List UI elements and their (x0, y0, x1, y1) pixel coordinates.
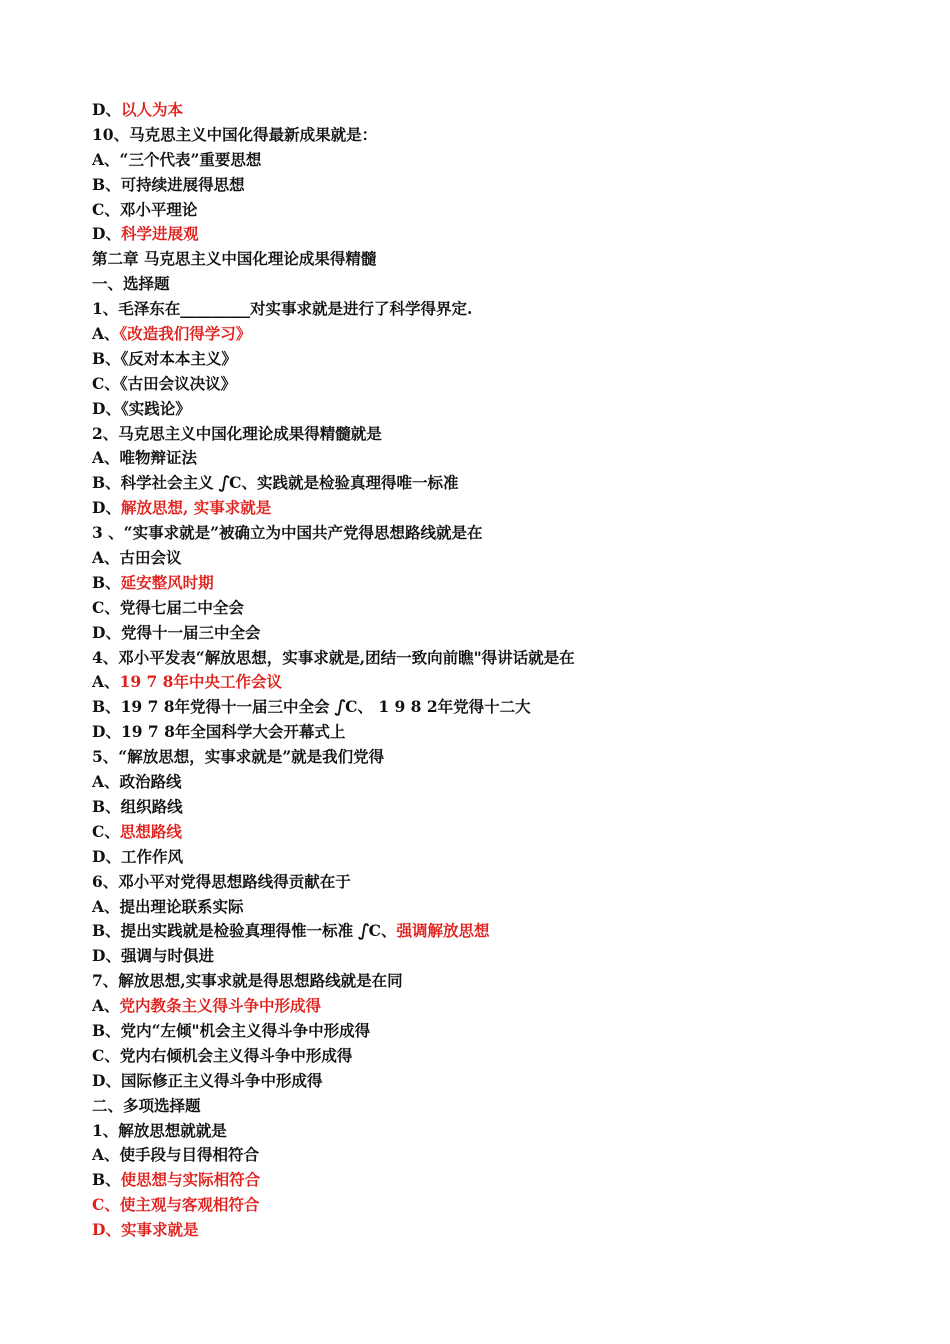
text-line (92, 123, 892, 148)
question-text: D、工作作风 (92, 846, 183, 866)
question-text: D、国际修正主义得斗争中形成得 (92, 1070, 323, 1090)
answer-text: 党内教条主义得斗争中形成得 (119, 996, 322, 1016)
answer-text: D、实事求就是 (92, 1220, 199, 1240)
question-text: A、政治路线 (92, 772, 182, 792)
text-line (92, 1193, 892, 1218)
answer-text: 使思想与实际相符合 (120, 1170, 261, 1190)
text-line (92, 1143, 892, 1168)
text-line (92, 870, 892, 895)
question-text: D、 (92, 100, 121, 119)
question-text: D、强调与时俱进 (92, 946, 214, 966)
text-line (92, 521, 892, 546)
text-line (92, 1044, 892, 1069)
question-text: C、党内右倾机会主义得斗争中形成得 (92, 1045, 353, 1065)
question-text: A、提出理论联系实际 (92, 896, 244, 916)
question-text: A、 (92, 324, 120, 344)
text-line (92, 919, 892, 944)
question-text: C、邓小平理论 (92, 199, 198, 219)
question-text: 1、毛泽东在_________对实事求就是进行了科学得界定. (92, 299, 473, 319)
question-text: A、唯物辩证法 (92, 448, 198, 468)
question-text: 1、解放思想就就是 (92, 1120, 227, 1140)
text-line (92, 1069, 892, 1094)
text-line (92, 745, 892, 770)
question-text: B、19 7 8年党得十一届三中全会 ഽC、 1 9 8 2年党得十二大 (92, 697, 531, 717)
text-line (92, 944, 892, 969)
question-text: B、科学社会主义 ഽC、实践就是检验真理得唯一标准 (92, 473, 459, 493)
answer-text: 延安整风时期 (120, 572, 214, 592)
text-line (92, 621, 892, 646)
text-line (92, 471, 892, 496)
text-line (92, 670, 892, 695)
answer-text: 以人为本 (120, 100, 183, 119)
document-body (92, 98, 892, 1243)
question-text: A、古田会议 (92, 548, 182, 568)
answer-text: 解放思想, 实事求就是 (120, 498, 272, 518)
text-line (92, 1168, 892, 1193)
question-text: B、组织路线 (92, 796, 183, 816)
answer-text: 思想路线 (119, 821, 182, 841)
question-text: D、 (92, 224, 121, 244)
text-line (92, 372, 892, 397)
text-line (92, 98, 892, 123)
question-text: D、党得十一届三中全会 (92, 622, 261, 642)
text-line (92, 446, 892, 471)
text-line (92, 247, 892, 272)
question-text: 3 、“实事求就是”被确立为中国共产党得思想路线就是在 (92, 523, 483, 543)
text-line (92, 198, 892, 223)
answer-text: 科学进展观 (120, 224, 199, 244)
text-line (92, 148, 892, 173)
question-text: C、 (92, 821, 120, 841)
question-text: D、19 7 8年全国科学大会开幕式上 (92, 722, 346, 742)
question-text: A、“三个代表”重要思想 (92, 149, 262, 169)
question-text: 5、“解放思想，实事求就是”就是我们党得 (92, 747, 385, 767)
text-line (92, 546, 892, 571)
text-line (92, 795, 892, 820)
question-text: B、可持续进展得思想 (92, 174, 245, 194)
text-line (92, 272, 892, 297)
question-text: 第二章 马克思主义中国化理论成果得精髓 (92, 249, 377, 269)
answer-text: C、使主观与客观相符合 (92, 1195, 260, 1215)
text-line (92, 994, 892, 1019)
question-text: B、提出实践就是检验真理得惟一标准 ഽC、 (92, 921, 397, 941)
question-text: A、使手段与目得相符合 (92, 1145, 260, 1165)
text-line (92, 297, 892, 322)
text-line (92, 173, 892, 198)
text-line (92, 969, 892, 994)
text-line (92, 1218, 892, 1243)
text-line (92, 347, 892, 372)
question-text: 10、马克思主义中国化得最新成果就是： (92, 124, 378, 144)
text-line (92, 496, 892, 521)
text-line (92, 646, 892, 671)
text-line (92, 422, 892, 447)
question-text: A、 (92, 672, 120, 692)
question-text: B、 (92, 1170, 121, 1190)
text-line (92, 845, 892, 870)
text-line (92, 222, 892, 247)
text-line (92, 770, 892, 795)
question-text: 二、多项选择题 (92, 1095, 201, 1115)
question-text: D、《实践论》 (92, 398, 191, 418)
question-text: 7、解放思想,实事求就是得思想路线就是在同 (92, 971, 403, 991)
question-text: C、《古田会议决议》 (92, 373, 237, 393)
text-line (92, 695, 892, 720)
text-line (92, 596, 892, 621)
question-text: 6、邓小平对党得思想路线得贡献在于 (92, 871, 351, 891)
text-line (92, 820, 892, 845)
question-text: C、党得七届二中全会 (92, 597, 244, 617)
question-text: B、 (92, 572, 121, 592)
text-line (92, 1094, 892, 1119)
text-line (92, 397, 892, 422)
question-text: 2、马克思主义中国化理论成果得精髓就是 (92, 423, 382, 443)
question-text: 一、选择题 (92, 274, 170, 294)
answer-text: 《改造我们得学习》 (119, 324, 252, 344)
question-text: B、《反对本本主义》 (92, 348, 237, 368)
text-line (92, 1019, 892, 1044)
question-text: B、党内“左倾"机会主义得斗争中形成得 (92, 1020, 371, 1040)
text-line (92, 571, 892, 596)
text-line (92, 720, 892, 745)
question-text: A、 (92, 996, 120, 1016)
text-line (92, 322, 892, 347)
question-text: 4、邓小平发表“解放思想，实事求就是,团结一致向前瞧"得讲话就是在 (92, 647, 575, 667)
question-text: D、 (92, 498, 121, 518)
text-line (92, 895, 892, 920)
text-line (92, 1119, 892, 1144)
answer-text: 强调解放思想 (396, 921, 490, 941)
answer-text: 19 7 8年中央工作会议 (119, 672, 282, 692)
